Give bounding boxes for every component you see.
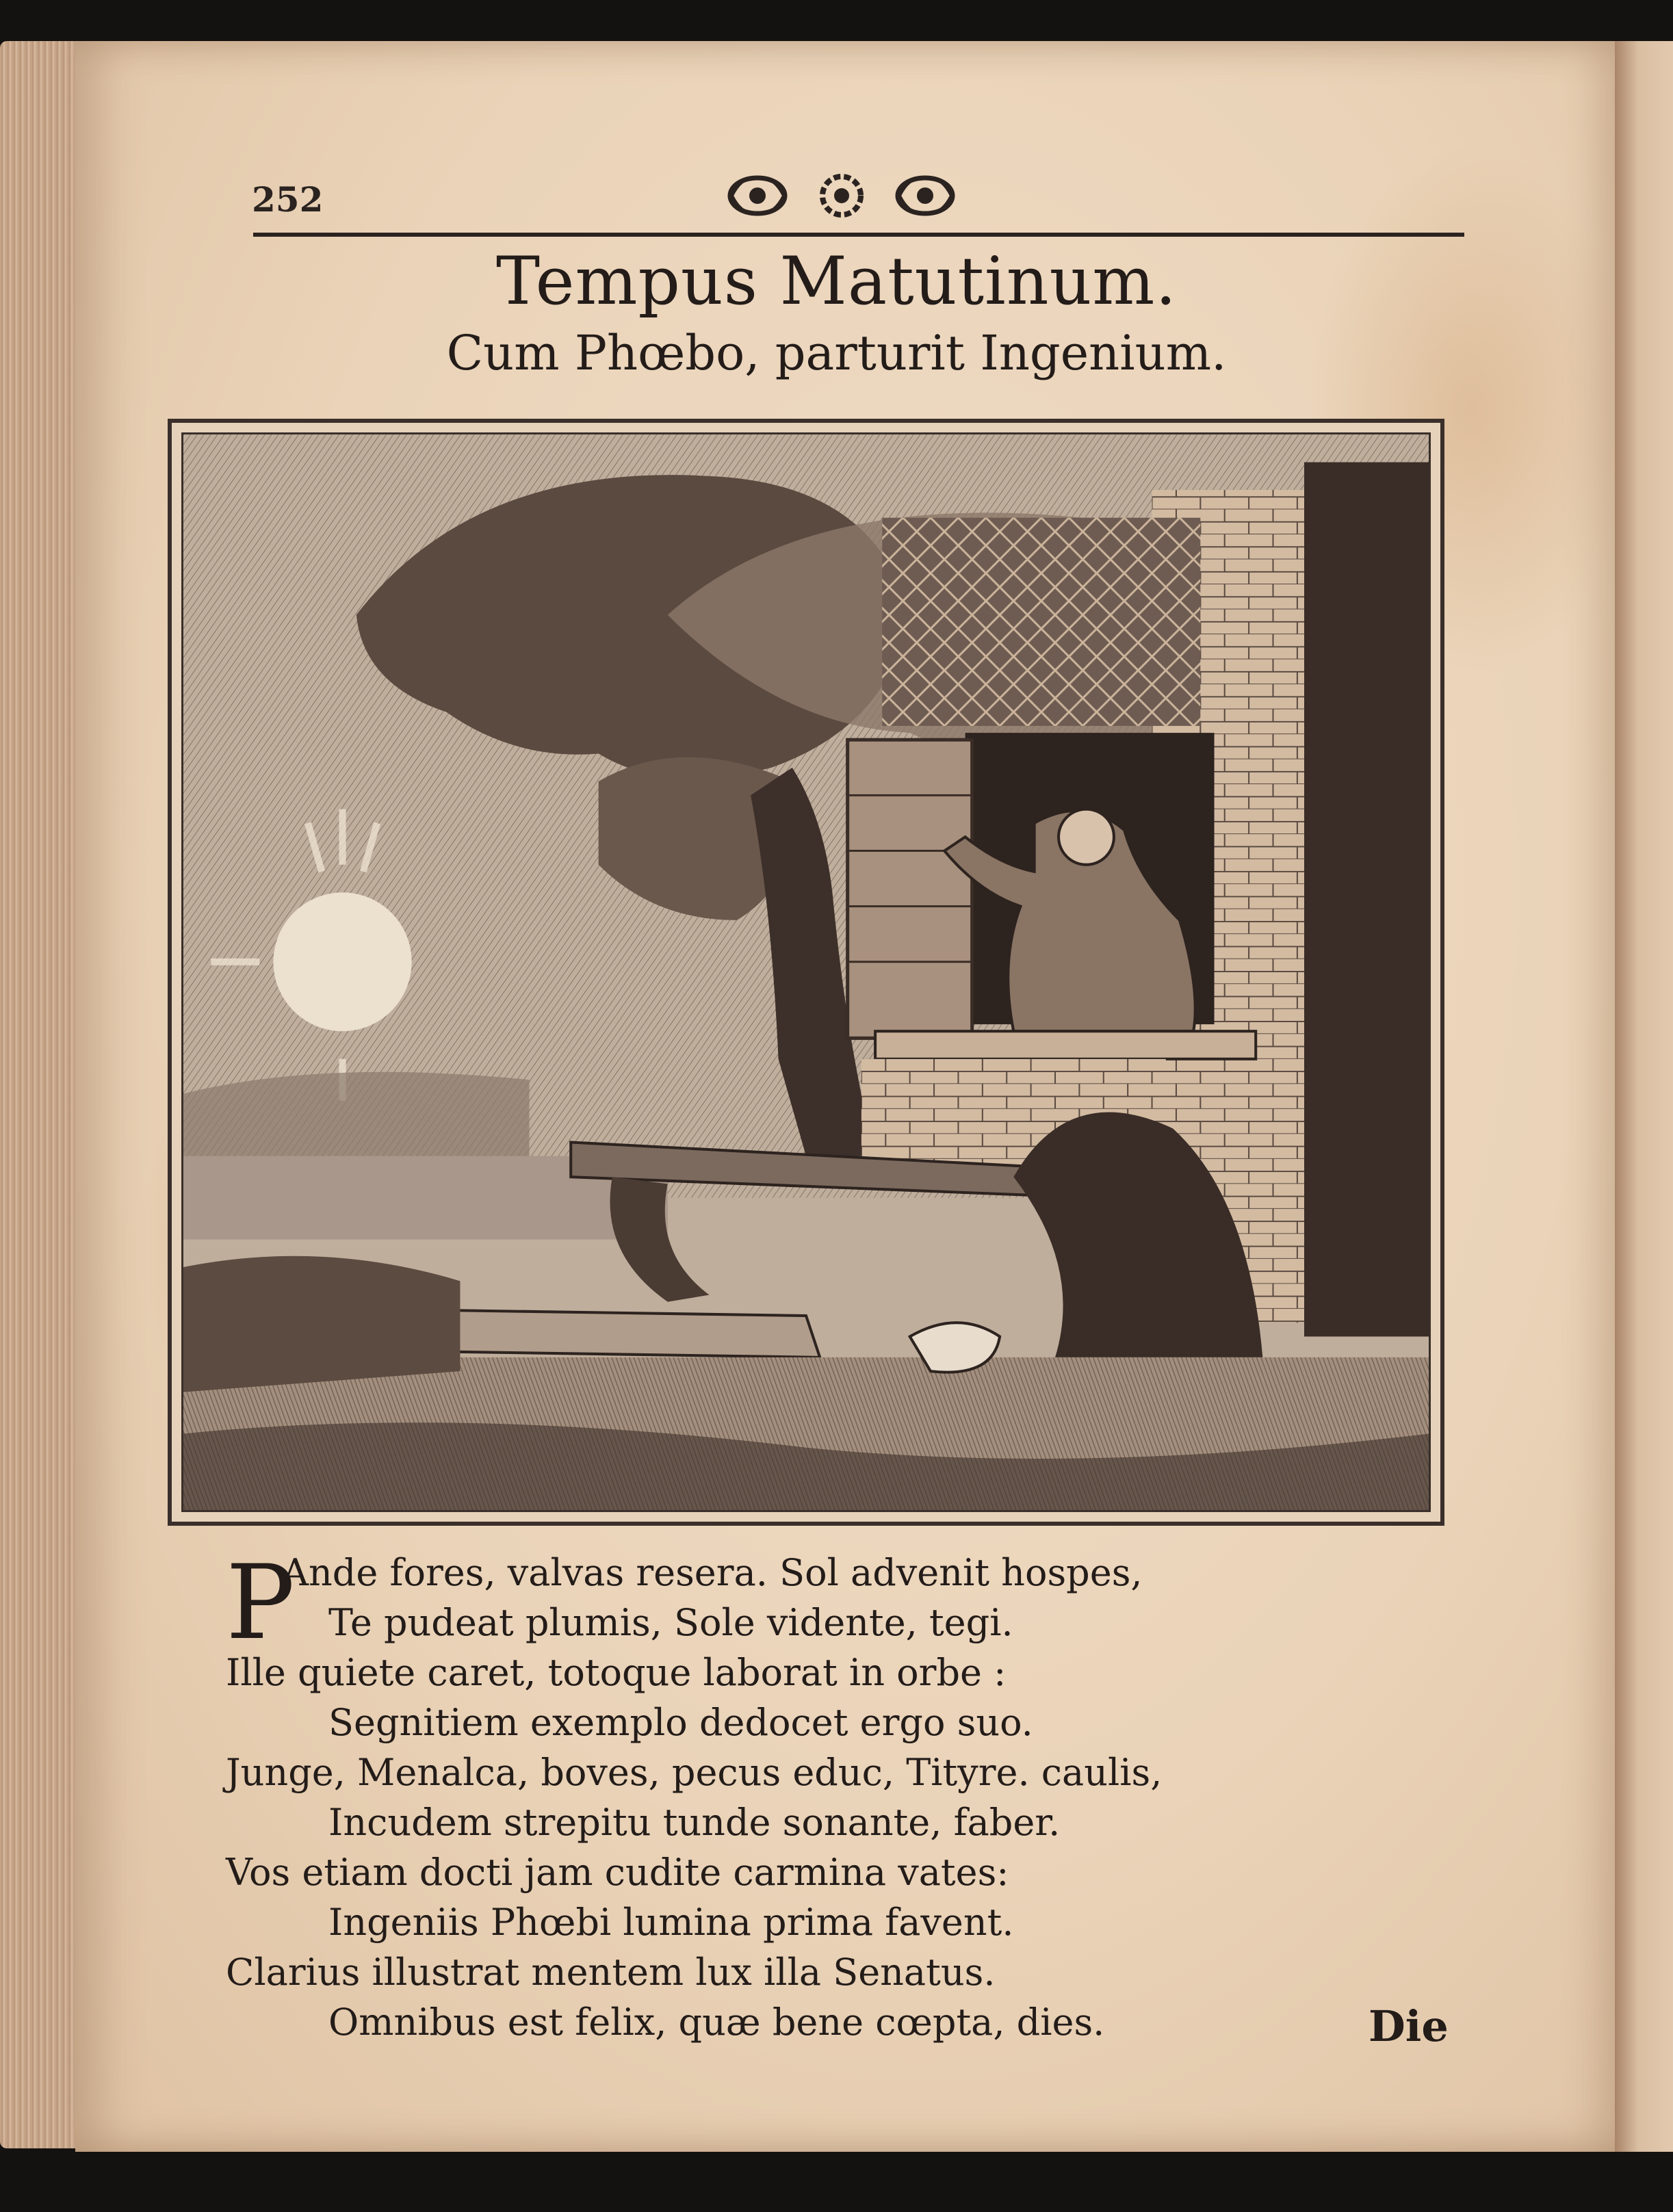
poem-line: Te pudeat plumis, Sole vidente, tegi.: [328, 1601, 1013, 1644]
poem-line: Incudem strepitu tunde sonante, faber.: [328, 1801, 1061, 1844]
sun: [273, 892, 411, 1031]
page-title: Tempus Matutinum.: [496, 243, 1177, 320]
poem-line: Clarius illustrat mentem lux illa Senatus.: [226, 1951, 996, 1994]
poem-line: Ille quiete caret, totoque laborat in orbe :: [226, 1651, 1007, 1694]
poem-line: Omnibus est felix, quæ bene cœpta, dies.: [328, 2001, 1105, 2044]
rosette-ornament-icon: [818, 172, 866, 220]
poem-line: Ande fores, valvas resera. Sol advenit hospes,: [282, 1551, 1143, 1594]
flower-ornament-icon: [893, 172, 958, 220]
poem-line: Junge, Menalca, boves, pecus educ, Tityre. caulis,: [226, 1751, 1163, 1794]
page-subtitle: Cum Phœbo, parturit Ingenium.: [446, 325, 1227, 381]
flower-ornament-icon: [725, 172, 790, 220]
poem-line: Ingeniis Phœbi lumina prima favent.: [328, 1901, 1014, 1944]
poem-line: Vos etiam docti jam cudite carmina vates:: [226, 1851, 1009, 1894]
header-rule: [253, 233, 1464, 237]
engraving-illustration: [183, 434, 1429, 1510]
poem-line: Segnitiem exemplo dedocet ergo suo.: [328, 1701, 1033, 1744]
poem-text: [226, 1544, 1457, 2047]
drop-cap-initial: P: [226, 1544, 295, 1663]
page-number: 252: [252, 179, 324, 220]
engraving-plate: [168, 419, 1444, 1526]
catchword: Die: [1369, 2001, 1449, 2051]
header-ornament: [725, 170, 958, 221]
